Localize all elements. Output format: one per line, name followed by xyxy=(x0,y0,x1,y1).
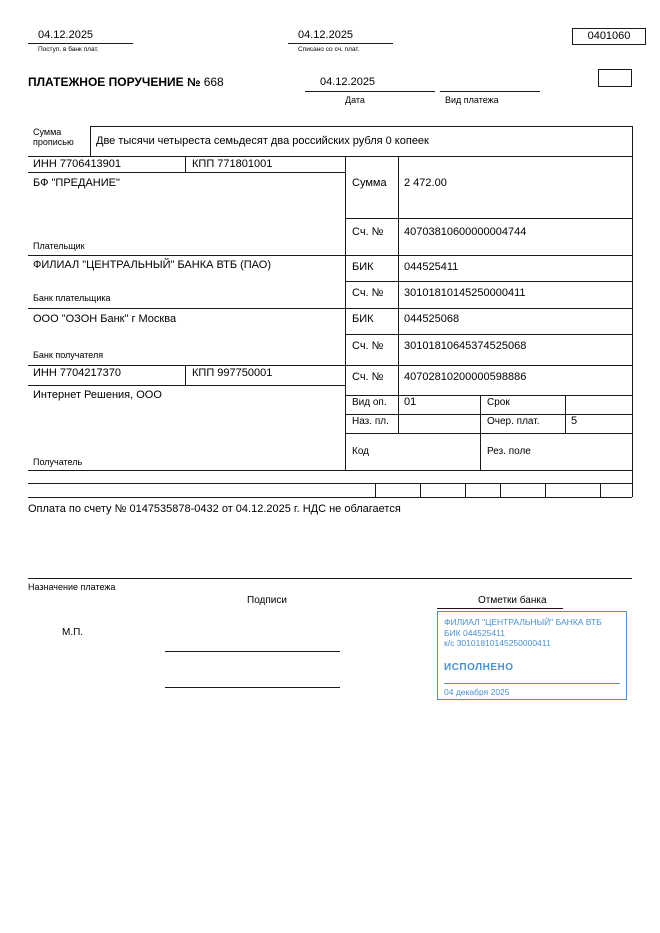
doc-number: 668 xyxy=(203,75,224,89)
doc-title: ПЛАТЕЖНОЕ ПОРУЧЕНИЕ № xyxy=(28,75,201,89)
payee-bank-account-label: Сч. № xyxy=(352,340,384,352)
table-vline xyxy=(185,365,186,385)
table-vline xyxy=(345,156,346,470)
debited-date-label: Списано со сч. плат. xyxy=(298,46,360,53)
bank-marks-line xyxy=(437,608,563,609)
payee-kpp: КПП 997750001 xyxy=(192,367,273,379)
fields-row-tick xyxy=(500,483,501,497)
amount-value: 2 472.00 xyxy=(404,177,447,189)
reserve-field-label: Рез. поле xyxy=(487,446,531,457)
received-date: 04.12.2025 xyxy=(38,29,94,41)
table-line xyxy=(345,395,632,396)
debited-date-line xyxy=(288,43,393,44)
debited-date: 04.12.2025 xyxy=(298,29,354,41)
table-vline xyxy=(632,126,633,497)
payment-kind-label: Вид платежа xyxy=(445,95,499,105)
payer-bank-bik-label: БИК xyxy=(352,261,374,273)
fields-row-tick xyxy=(375,483,376,497)
payment-purpose-text: Оплата по счету № 0147535878-0432 от 04.12.2025 г. НДС не облагается xyxy=(28,503,401,515)
stamp-bank-name: ФИЛИАЛ "ЦЕНТРАЛЬНЫЙ" БАНКА ВТБ xyxy=(444,617,602,627)
table-line xyxy=(345,218,632,219)
payee-inn: ИНН 7704217370 xyxy=(33,367,122,379)
doc-date: 04.12.2025 xyxy=(320,76,376,88)
payer-bank-name: ФИЛИАЛ "ЦЕНТРАЛЬНЫЙ" БАНКА ВТБ (ПАО) xyxy=(33,259,271,271)
table-line xyxy=(28,470,632,471)
table-vline xyxy=(565,395,566,433)
payee-name: Интернет Решения, ООО xyxy=(33,389,162,401)
payer-bank-bik-value: 044525411 xyxy=(404,261,459,273)
bank-stamp xyxy=(437,611,627,700)
fields-row-tick xyxy=(545,483,546,497)
fields-row-tick xyxy=(420,483,421,497)
payer-bank-section-label: Банк плательщика xyxy=(33,293,111,303)
purpose-line xyxy=(28,578,632,579)
payer-name: БФ "ПРЕДАНИЕ" xyxy=(33,177,120,189)
table-line xyxy=(28,483,632,484)
payment-purpose-label: Назначение платежа xyxy=(28,582,116,592)
signatures-label: Подписи xyxy=(247,595,287,606)
purpose-code-label: Наз. пл. xyxy=(352,416,389,427)
payee-section-label: Получатель xyxy=(33,457,83,467)
fields-row-tick xyxy=(600,483,601,497)
payer-inn: ИНН 7706413901 xyxy=(33,158,122,170)
doc-date-line xyxy=(305,91,435,92)
table-line xyxy=(345,433,632,434)
stamp-bik: БИК 044525411 xyxy=(444,628,505,638)
table-line xyxy=(28,497,632,498)
code-label: Код xyxy=(352,446,370,457)
table-line xyxy=(345,414,632,415)
amount-words-label: Сумма прописью xyxy=(33,127,74,148)
table-vline xyxy=(185,156,186,172)
date-label: Дата xyxy=(345,95,365,105)
table-vline xyxy=(398,156,399,433)
op-type-label: Вид оп. xyxy=(352,397,387,408)
payer-account-label: Сч. № xyxy=(352,226,384,238)
payer-kpp: КПП 771801001 xyxy=(192,158,273,170)
fields-row-tick xyxy=(465,483,466,497)
payer-bank-account-value: 30101810145250000411 xyxy=(404,287,526,299)
table-line xyxy=(28,156,632,157)
table-line xyxy=(345,334,632,335)
payee-bank-bik-value: 044525068 xyxy=(404,313,460,325)
payment-kind-line xyxy=(440,91,540,92)
stamp-corr-account: к/с 30101810145250000411 xyxy=(444,638,551,648)
doc-title-row xyxy=(28,76,224,90)
stamp-place-label: М.П. xyxy=(62,627,84,638)
amount-words-topline xyxy=(90,126,632,127)
amount-words-divider xyxy=(90,126,91,156)
payer-account-value: 40703810600000004744 xyxy=(404,226,527,238)
payee-account-label: Сч. № xyxy=(352,371,384,383)
signature-line xyxy=(165,651,340,652)
stamp-date: 04 декабря 2025 xyxy=(444,683,620,697)
bank-marks-label: Отметки банка xyxy=(478,595,547,606)
table-line xyxy=(28,308,632,309)
payment-kind-box xyxy=(598,69,632,87)
term-label: Срок xyxy=(487,397,510,408)
amount-label: Сумма xyxy=(352,177,387,189)
payer-section-label: Плательщик xyxy=(33,241,85,251)
table-line xyxy=(28,385,345,386)
payee-bank-bik-label: БИК xyxy=(352,313,374,325)
table-line xyxy=(28,255,632,256)
stamp-status: ИСПОЛНЕНО xyxy=(444,662,514,673)
op-type-value: 01 xyxy=(404,396,417,408)
payee-bank-name: ООО "ОЗОН Банк" г Москва xyxy=(33,313,177,325)
form-code-box: 0401060 xyxy=(572,28,646,45)
signature-line xyxy=(165,687,340,688)
received-date-label: Поступ. в банк плат. xyxy=(38,46,99,53)
payee-account-value: 40702810200000598886 xyxy=(404,371,527,383)
table-line xyxy=(28,365,632,366)
received-date-line xyxy=(28,43,133,44)
table-line xyxy=(28,172,345,173)
priority-label: Очер. плат. xyxy=(487,416,540,427)
table-line xyxy=(345,281,632,282)
priority-value: 5 xyxy=(571,415,578,427)
table-vline xyxy=(480,395,481,470)
payee-bank-account-value: 30101810645374525068 xyxy=(404,340,527,352)
payer-bank-account-label: Сч. № xyxy=(352,287,384,299)
payee-bank-section-label: Банк получателя xyxy=(33,350,104,360)
amount-words-text: Две тысячи четыреста семьдесят два российских рубля 0 копеек xyxy=(96,135,429,147)
